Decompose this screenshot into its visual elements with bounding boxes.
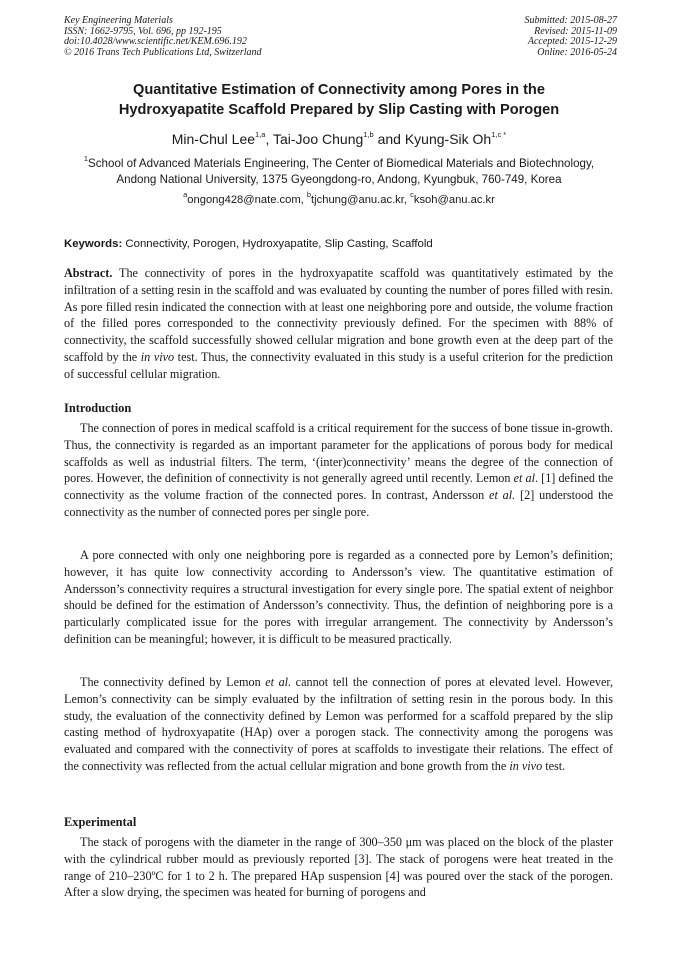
affiliation (40, 156, 638, 188)
paragraph-text: A pore connected with only one neighboring pore is regarded as a connected pore by Lemon’s definition; however, it has quite low connectivity according to Andersson’s view. The quantitative estimation of Andersson’s connectivity requires a structural investigation for every single pore. The spatial extent of neighbor should be defined for the estimation of Andersson’s connectivity. Thus, the defintion of neighboring pore is a particularly complicated issue for the pores with irregular arrangement. The connectivity by Andersson’s definition can be meaningful; however, it is difficult to be measured practically. (64, 548, 613, 646)
paragraph-text: . [1] defined the connectivity as the volume fraction of the connected pores. In contrast, Andersson (64, 471, 613, 503)
author-emails (40, 190, 638, 207)
author-1: Min-Chul Lee (171, 131, 256, 147)
italic-text: et al. (265, 675, 292, 689)
abstract-label: Abstract. (64, 266, 113, 280)
abstract (64, 265, 613, 383)
date-accepted: Accepted: 2015-12-29 (527, 36, 617, 48)
date-online: Online: 2016-05-24 (537, 46, 617, 58)
keywords-label: Keywords: (64, 238, 123, 250)
email-link[interactable]: ksoh@anu.ac.kr (413, 194, 495, 206)
email-link[interactable]: tjchung@anu.ac.kr, (311, 194, 411, 206)
introduction-heading: Introduction (64, 401, 132, 415)
author-separator: and (373, 131, 405, 147)
abstract-text: The connectivity of pores in the hydroxyapatite scaffold was quantitatively estimated by the infiltration of a setting resin in the scaffold and was evaluated by counting the number of pores filled with resin. As pore filled resin indicated the connection with at least one neighboring pore and outside, the volume fraction of the filled pores corresponded to the connectivity previously defined. For the specimen with 88% of connectivity, the scaffold successfully showed cellular migration and bone growth even at the deep part of the scaffold by the (64, 266, 613, 364)
paragraph-text: The connection of pores in medical scaffold is a critical requirement for the success of bone tissue in-growth. Thus, the connectivity is regarded as an important parameter for the applications of porous body for medical scaffolds as well as industrial filters. The term, ‘(inter)connectivity’ means the degree of the connection of pores. However, the definition of connectivity is not generally agreed until recently. Lemon (64, 421, 613, 486)
introduction-paragraph-3 (64, 674, 613, 775)
author-3: Kyung-Sik Oh (404, 131, 492, 147)
author-1-marker: 1,a (255, 130, 266, 140)
title-line-1: Quantitative Estimation of Connectivity among Pores in the (133, 82, 545, 98)
paragraph-text: cannot tell the connection of pores at elevated level. However, Lemon’s connectivity can be simply evaluated by the infiltration of setting resin in the porous body. In this study, the evaluation of the connectivity defined by Lemon was performed for a scaffold prepared by the slip casting method of hydroxyapatite (HAp) over a porogen stack. The connectivity among the porogens was evaluated and compared with the connectivity of pores at scaffolds to investigate their relations. The effect of the connectivity was reflected from the actual cellular migration and bone growth from the (64, 675, 613, 773)
italic-text: et al. (489, 488, 516, 503)
affiliation-marker: 1 (83, 154, 89, 164)
abstract-text: test. Thus, the connectivity evaluated in this study is a useful criterion for the prediction of successful cellular migration. (64, 349, 614, 381)
abstract-italic: in vivo (140, 349, 175, 364)
italic-text: et al (513, 471, 535, 486)
experimental-heading: Experimental (64, 815, 137, 829)
italic-text: in vivo (509, 758, 543, 773)
email-marker: b (306, 190, 312, 200)
journal-doi: doi:10.4028/www.scientific.net/KEM.696.192 (64, 36, 247, 48)
keywords-text: Connectivity, Porogen, Hydroxyapatite, Slip Casting, Scaffold (122, 238, 433, 250)
affiliation-line-2: Andong National University, 1375 Gyeongdong-ro, Andong, Kyungbuk, 760-749, Korea (116, 173, 562, 186)
date-submitted: Submitted: 2015-08-27 (524, 15, 617, 26)
publication-dates (525, 16, 618, 58)
paragraph-text: The connectivity defined by Lemon (80, 675, 266, 689)
introduction-paragraph-2 (64, 547, 613, 648)
author-3-marker: 1,c * (491, 130, 507, 140)
email-marker: a (183, 190, 188, 200)
keywords (64, 237, 620, 251)
date-revised: Revised: 2015-11-09 (534, 25, 617, 37)
introduction-paragraph-1 (64, 420, 613, 521)
journal-name: Key Engineering Materials (64, 15, 173, 26)
author-2-marker: 1,b (363, 130, 374, 140)
affiliation-line-1: School of Advanced Materials Engineering, The Center of Biomedical Materials and Biotechnology, (88, 157, 595, 170)
journal-info (64, 16, 262, 58)
experimental-paragraph-1 (64, 834, 613, 901)
journal-copyright: © 2016 Trans Tech Publications Ltd, Switzerland (64, 46, 262, 58)
author-2: Tai-Joo Chung (272, 131, 364, 147)
paper-title (40, 80, 638, 120)
paragraph-text: test. (542, 758, 566, 773)
journal-issn: ISSN: 1662-9795, Vol. 696, pp 192-195 (64, 25, 222, 37)
email-link[interactable]: ongong428@nate.com, (187, 194, 307, 206)
email-marker: c (410, 190, 414, 200)
author-list (40, 130, 638, 148)
paragraph-text: The stack of porogens with the diameter in the range of 300–350 μm was placed on the block of the plaster with the cylindrical rubber mould as previously reported [3]. The stack of porogens were heat treated in the range of 210–230ºC for 1 to 2 h. The prepared HAp suspension [4] was poured over the stack of the porogen. After a slow drying, the specimen was heated for burning of porogens and (64, 835, 613, 900)
author-separator: , (265, 131, 273, 147)
paragraph-text: [2] understood the connectivity as the number of connected pores per single pore. (64, 488, 614, 519)
title-line-2: Hydroxyapatite Scaffold Prepared by Slip Casting with Porogen (118, 102, 560, 118)
